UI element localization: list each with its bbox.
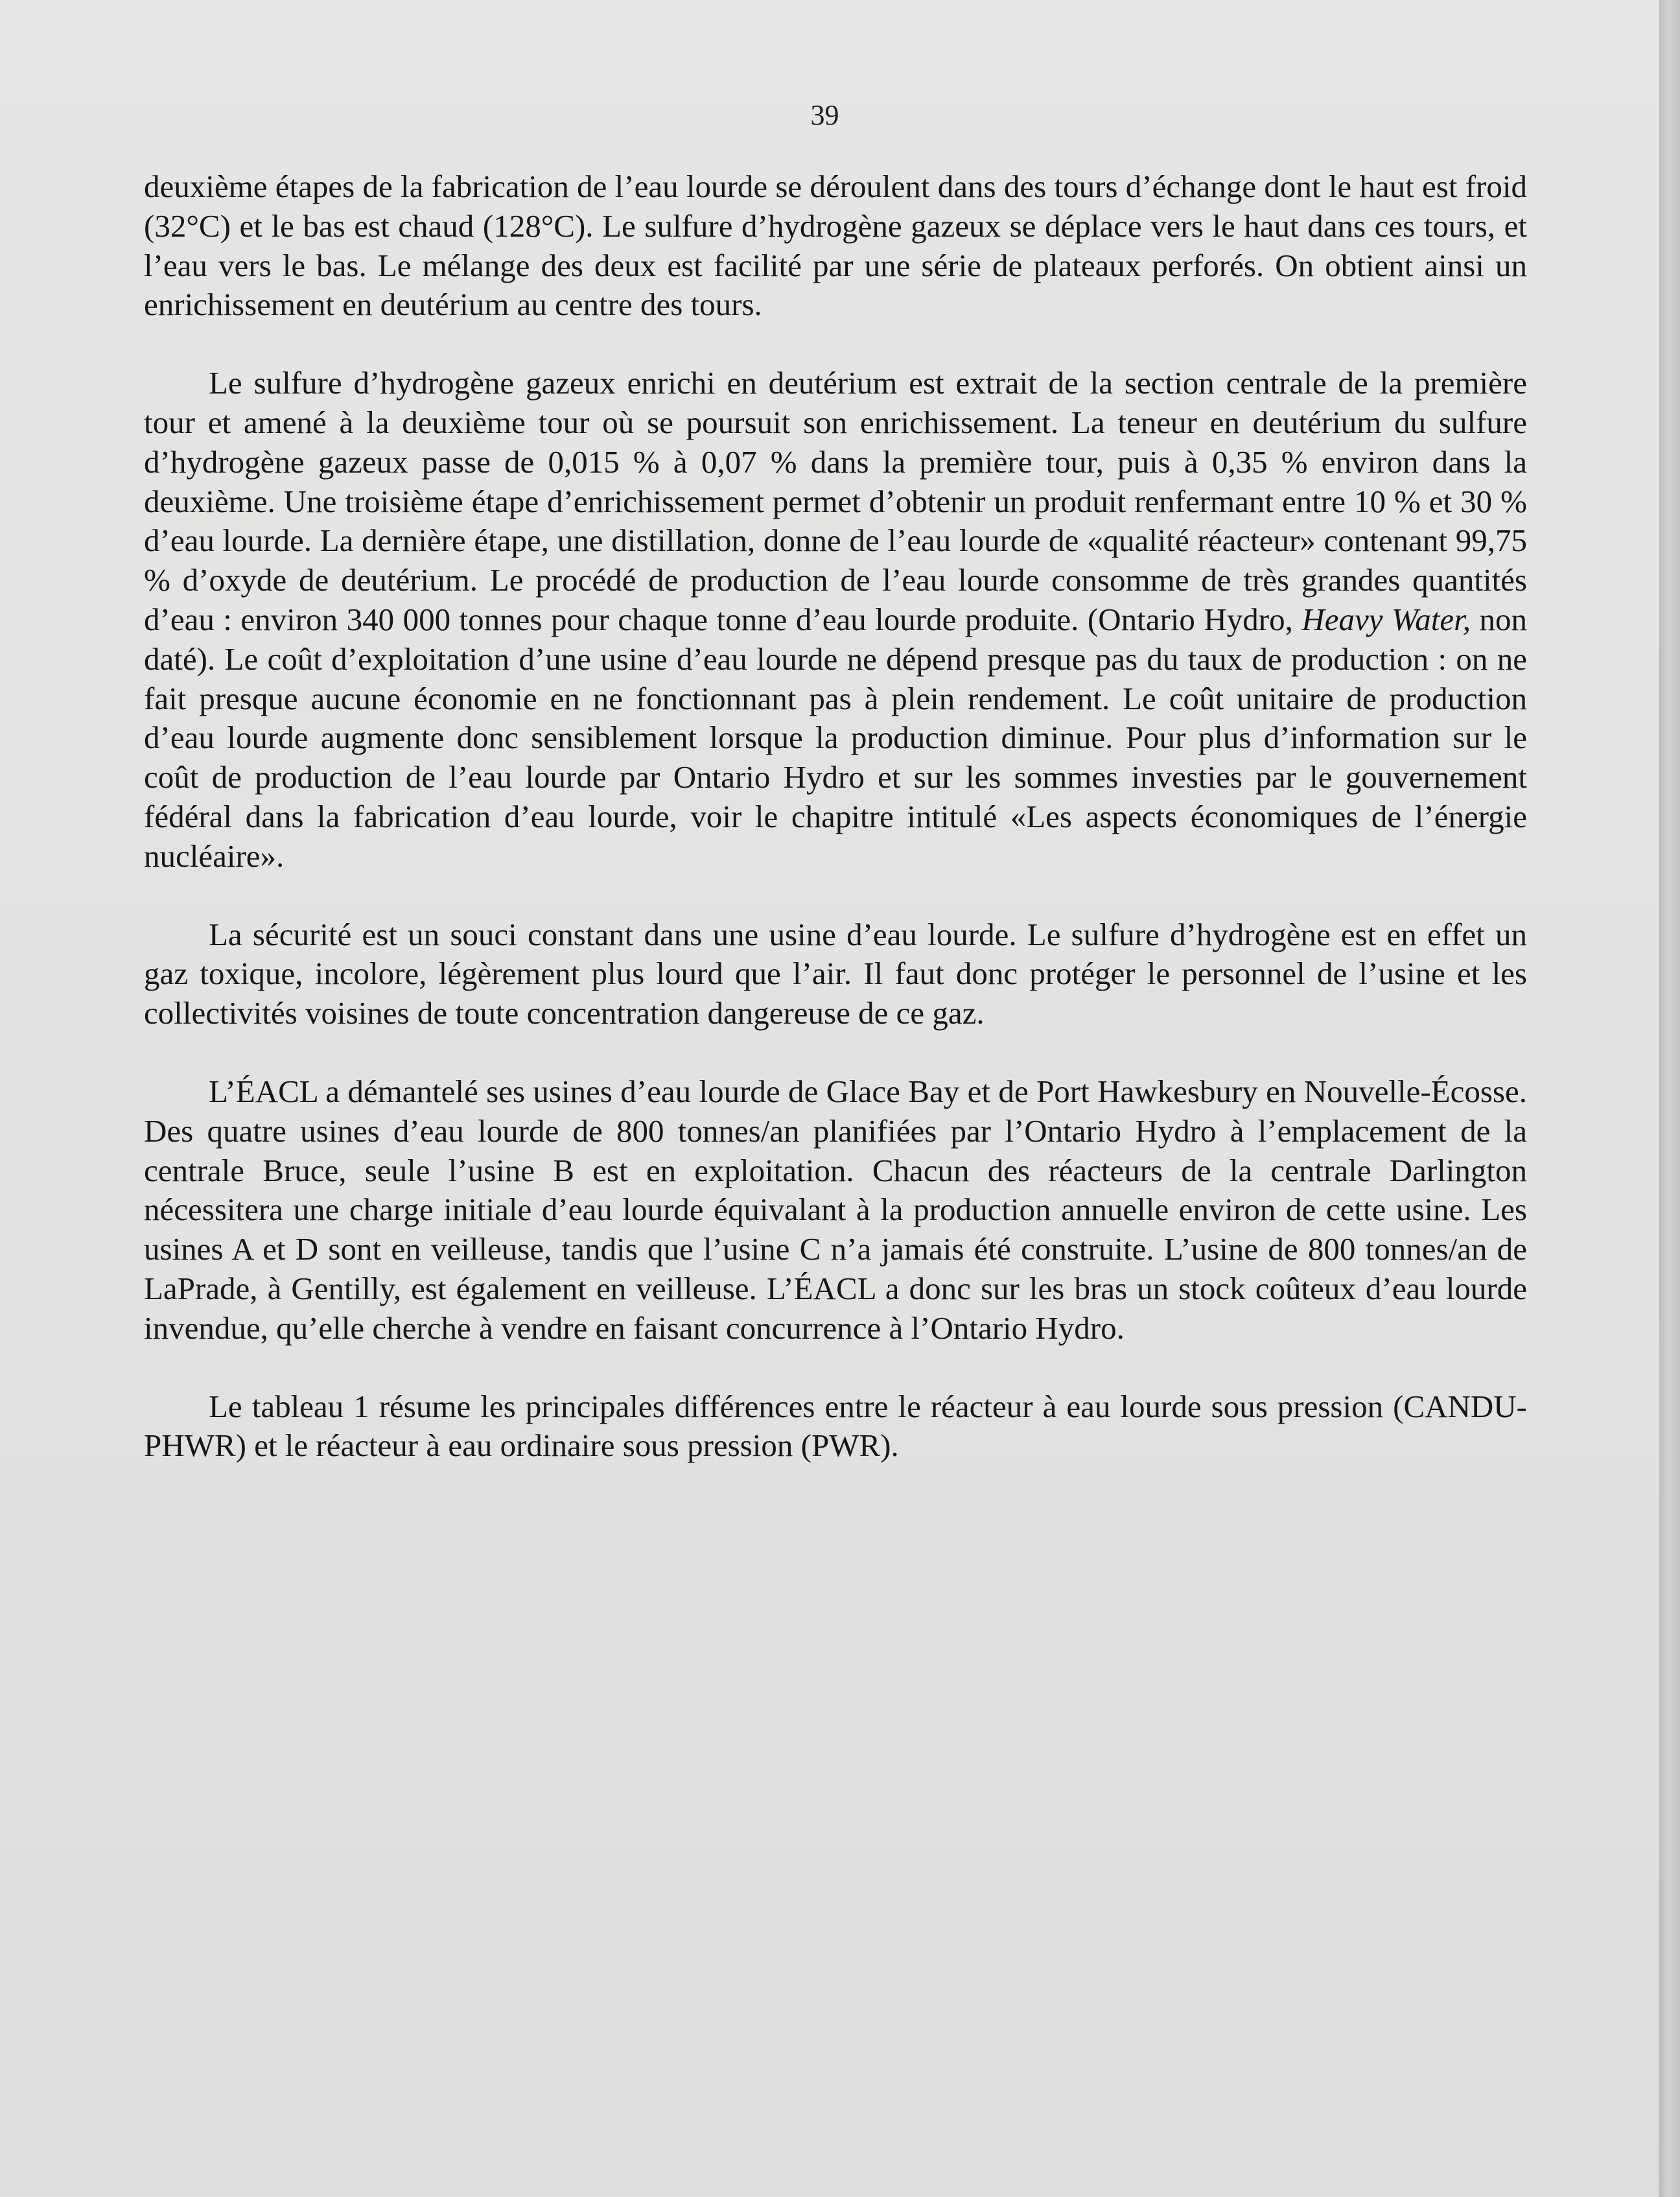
paragraph-1: deuxième étapes de la fabrication de l’eau lourde se déroulent dans des tours d’échange dont le haut est froid (32°C) et le bas est chaud (128°C). Le sulfure d’hydrogène gazeux se déplace vers le haut dans ces tours, et l’eau vers le bas. Le mélange des deux est facilité par une série de plateaux perforés. On obtient ainsi un enrichissement en deutérium au centre des tours. [144, 169, 1527, 323]
paragraph-2-text: Le sulfure d’hydrogène gazeux enrichi en deutérium est extrait de la section centrale de la première tour et amené à la deuxième tour où se poursuit son enrichissement. La teneur en deutérium du sulfure d’hydrogène gazeux passe de 0,015 % à 0,07 % dans la première tour, puis à 0,35 % environ dans la deuxième. Une troisième étape d’enrichissement permet d’obtenir un produit renfermant entre 10 % et 30 % d’eau lourde. La dernière étape, une distillation, donne de l’eau lourde de «qualité réacteur» contenant 99,75 % d’oxyde de deutérium. Le procédé de production de l’eau lourde consomme de très grandes quantités d’eau : environ 340 000 tonnes pour chaque tonne d’eau lourde produite. (Ontario Hydro, [144, 365, 1527, 637]
page-edge [1659, 0, 1680, 2197]
paragraph-2-continuation: non daté). Le coût d’exploitation d’une usine d’eau lourde ne dépend presque pas du taux de production : on ne fait presque aucune économie en ne fonctionnant pas à plein rendement. Le coût unitaire de production d’eau lourde augmente donc sensiblement lorsque la production diminue. Pour plus d’information sur le coût de production de l’eau lourde par Ontario Hydro et sur les sommes investies par le gouvernement fédéral dans la fabrication d’eau lourde, voir le chapitre intitulé «Les aspects économiques de l’énergie nucléaire». [144, 601, 1528, 874]
paragraph-2 [144, 364, 1527, 876]
document-body [144, 167, 1527, 1466]
paragraph-4: L’ÉACL a démantelé ses usines d’eau lourde de Glace Bay et de Port Hawkesbury en Nouvelle-Écosse. Des quatre usines d’eau lourde de 800 tonnes/an planifiées par l’Ontario Hydro à l’emplacement de la centrale Bruce, seule l’usine B est en exploitation. Chacun des réacteurs de la centrale Darlington nécessitera une charge initiale d’eau lourde équivalant à la production annuelle environ de cette usine. Les usines A et D sont en veilleuse, tandis que l’usine C n’a jamais été construite. L’usine de 800 tonnes/an de LaPrade, à Gentilly, est également en veilleuse. L’ÉACL a donc sur les bras un stock coûteux d’eau lourde invendue, qu’elle cherche à vendre en faisant concurrence à l’Ontario Hydro. [144, 1073, 1527, 1346]
paragraph-3: La sécurité est un souci constant dans une usine d’eau lourde. Le sulfure d’hydrogène est en effet un gaz toxique, incolore, légèrement plus lourd que l’air. Il faut donc protéger le personnel de l’usine et les collectivités voisines de toute concentration dangereuse de ce gaz. [144, 916, 1527, 1031]
page-number: 39 [810, 99, 839, 131]
paragraph-2-citation-title: Heavy Water, [1301, 601, 1471, 637]
paragraph-5: Le tableau 1 résume les principales différences entre le réacteur à eau lourde sous pression (CANDU-PHWR) et le réacteur à eau ordinaire sous pression (PWR). [144, 1388, 1527, 1464]
